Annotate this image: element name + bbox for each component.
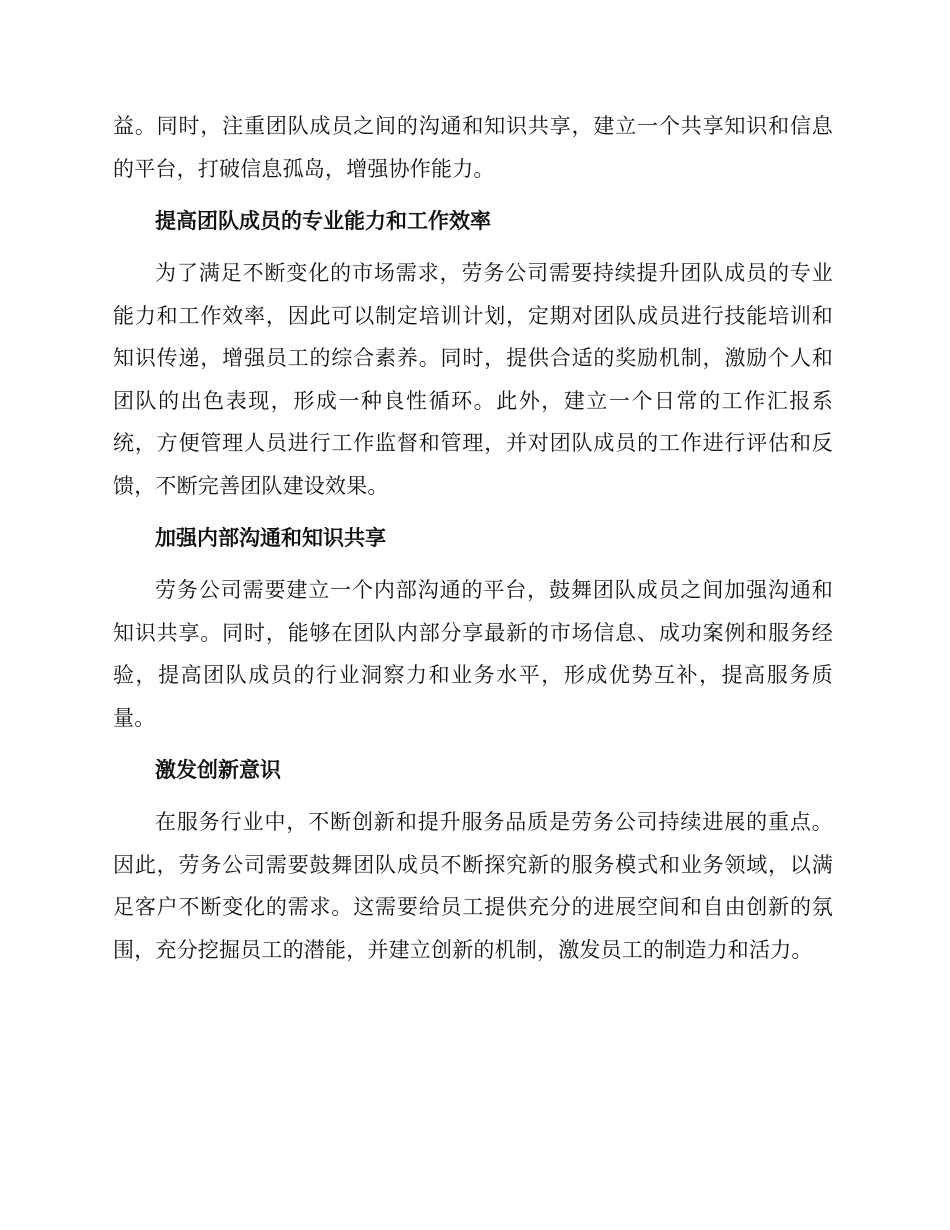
section-heading-internal-communication: 加强内部沟通和知识共享 [155,526,386,550]
continuation-paragraph: 益。同时，注重团队成员之间的沟通和知识共享，建立一个共享知识和信息的平台，打破信息孤岛，增强协作能力。 [113,114,833,181]
section-body-professional-ability: 为了满足不断变化的市场需求，劳务公司需要持续提升团队成员的专业能力和工作效率，因此可以制定培训计划，定期对团队成员进行技能培训和知识传递，增强员工的综合素养。同时，提供合适的奖励机制，激励个人和团队的出色表现，形成一种良性循环。此外，建立一个日常的工作汇报系统，方便管理人员进行工作监督和管理，并对团队成员的工作进行评估和反馈，不断完善团队建设效果。 [113,261,833,498]
section-body-internal-communication: 劳务公司需要建立一个内部沟通的平台，鼓舞团队成员之间加强沟通和知识共享。同时，能够在团队内部分享最新的市场信息、成功案例和服务经验，提高团队成员的行业洞察力和业务水平，形成优势互补，提高服务质量。 [113,578,833,730]
section-heading-professional-ability: 提高团队成员的专业能力和工作效率 [155,209,491,233]
document-page [113,105,833,971]
section-heading-innovation: 激发创新意识 [155,758,281,782]
section-body-innovation: 在服务行业中，不断创新和提升服务品质是劳务公司持续进展的重点。因此，劳务公司需要鼓舞团队成员不断探究新的服务模式和业务领域，以满足客户不断变化的需求。这需要给员工提供充分的进展空间和自由创新的氛围，充分挖掘员工的潜能，并建立创新的机制，激发员工的制造力和活力。 [113,810,833,962]
